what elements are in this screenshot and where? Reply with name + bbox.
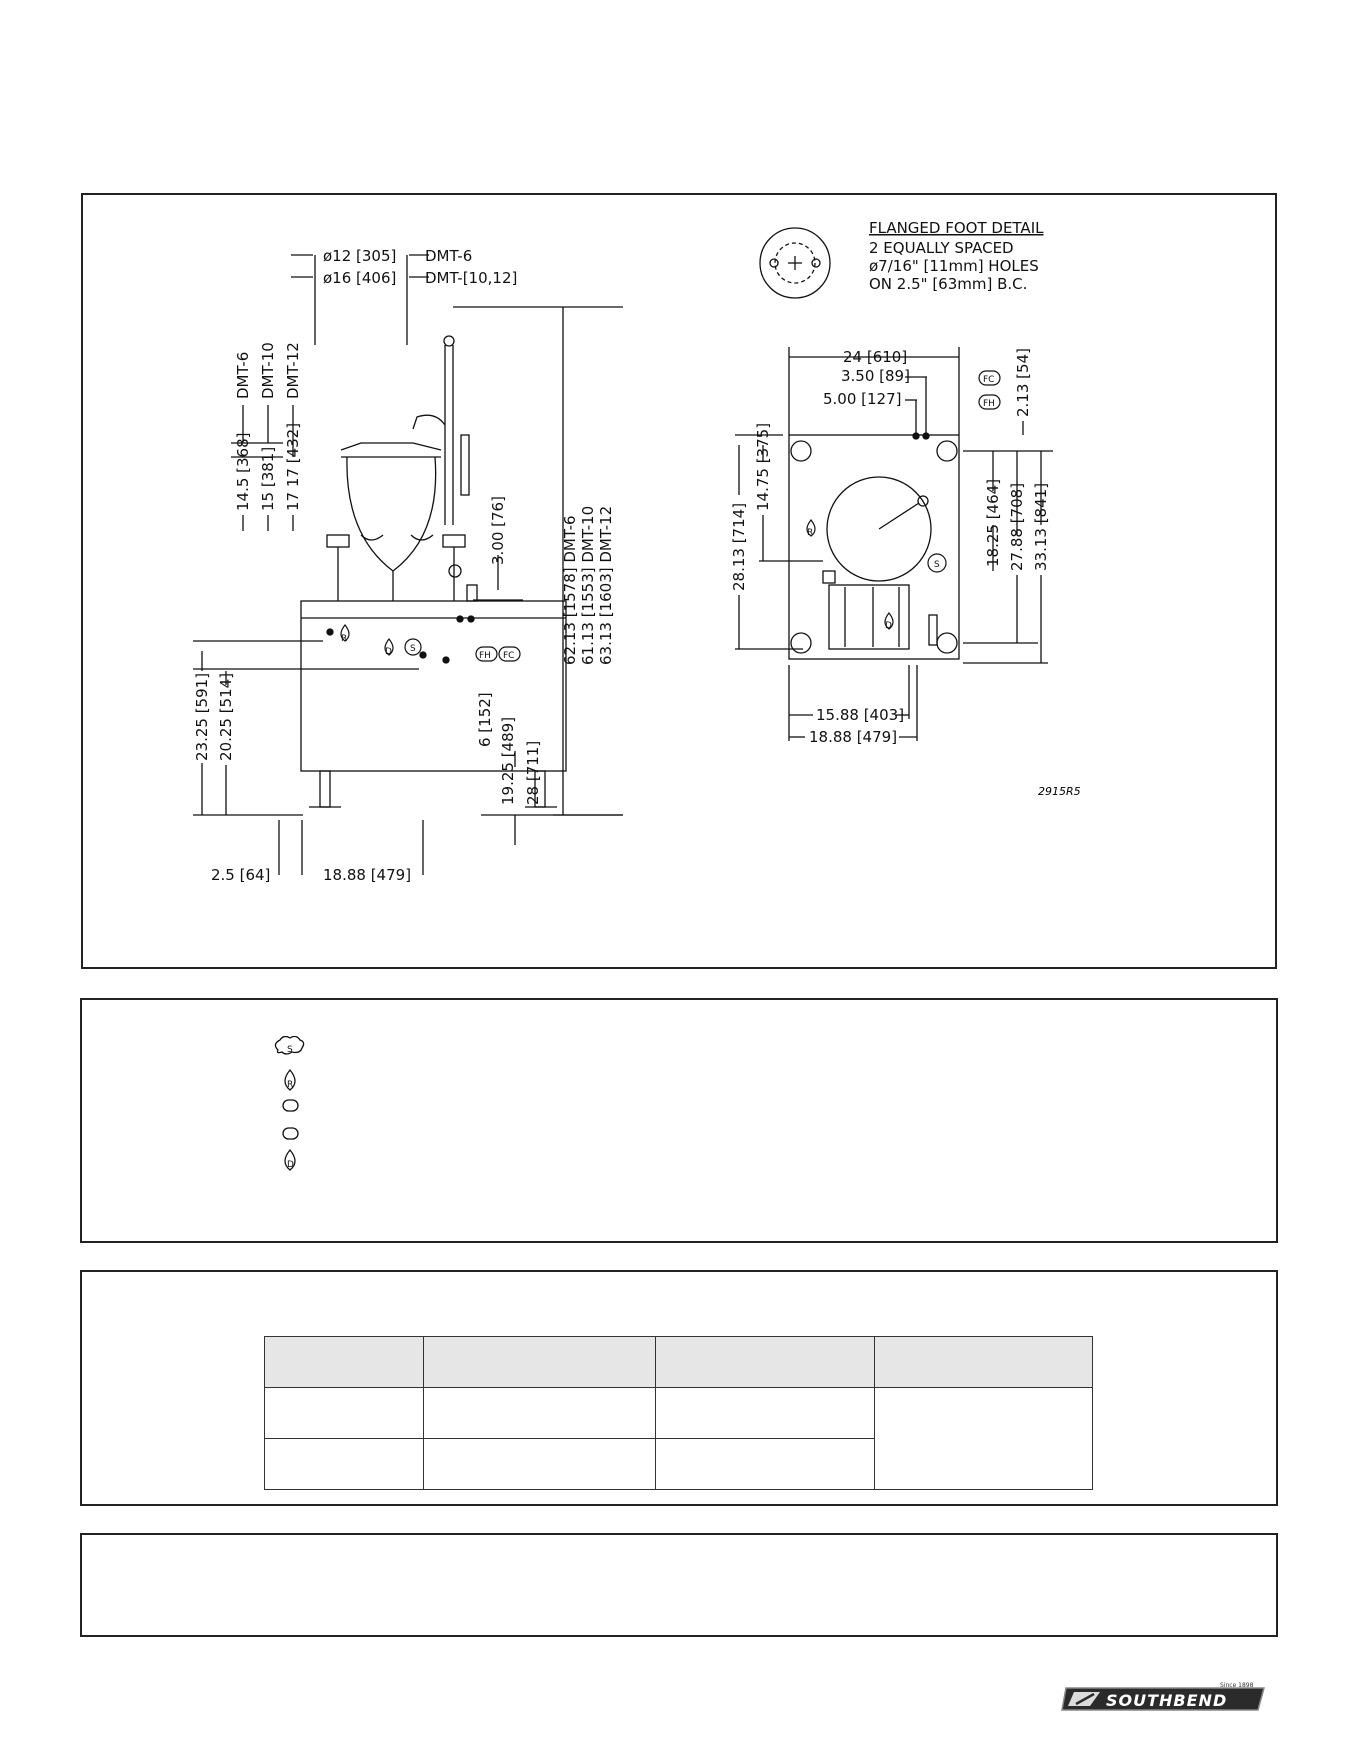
overall-height-dmt10: 61.13 [1553] DMT-10 bbox=[579, 505, 597, 665]
model-label-dmt10: DMT-10 bbox=[259, 342, 277, 399]
drawing-number: 2915R5 bbox=[1038, 785, 1081, 798]
dim-15-88: 15.88 [403] bbox=[816, 706, 905, 724]
top-s-mark: S bbox=[934, 560, 940, 570]
dim-28: 28 [711] bbox=[524, 740, 542, 805]
pot-dia-2-model: DMT-[10,12] bbox=[425, 269, 518, 287]
dim-27-88: 27.88 [708] bbox=[1008, 482, 1026, 571]
legend-letter-s: S bbox=[287, 1045, 293, 1055]
kettle-rim bbox=[341, 443, 441, 450]
side-r-mark: R bbox=[341, 634, 348, 644]
dim-6: 6 [152] bbox=[476, 692, 494, 747]
model-label-dmt6: DMT-6 bbox=[234, 351, 252, 399]
legend-panel bbox=[80, 998, 1278, 1243]
legend-icons bbox=[262, 1036, 322, 1196]
dim-2-5: 2.5 [64] bbox=[211, 866, 271, 884]
overall-height-dmt12: 63.13 [1603] DMT-12 bbox=[597, 505, 615, 665]
oval-icon bbox=[283, 1128, 298, 1139]
notes-panel bbox=[80, 1533, 1278, 1637]
table-header-row bbox=[265, 1337, 1093, 1388]
side-fh-label: FH bbox=[479, 651, 491, 661]
legend-letter-d: D bbox=[287, 1160, 294, 1170]
spec-panel bbox=[80, 1270, 1278, 1506]
side-s-mark: S bbox=[410, 644, 416, 654]
top-d-mark: D bbox=[885, 621, 892, 631]
kettle-depth-1: 14.5 [368] bbox=[234, 432, 252, 511]
legend-letter-r: R bbox=[287, 1080, 294, 1090]
foot-detail-line-3: ON 2.5" [63mm] B.C. bbox=[869, 275, 1028, 293]
dim-28-13: 28.13 [714] bbox=[730, 502, 748, 591]
technical-drawing bbox=[83, 195, 1275, 967]
table-cell bbox=[424, 1439, 656, 1490]
kettle-depth-3: 17 17 [432] bbox=[284, 422, 302, 511]
dim-3-00: 3.00 [76] bbox=[489, 496, 507, 565]
kettle-depth-2: 15 [381] bbox=[259, 446, 277, 511]
table-header-cell bbox=[656, 1337, 875, 1388]
dim-3-50: 3.50 [89] bbox=[841, 367, 910, 385]
table-cell bbox=[656, 1439, 875, 1490]
table-cell bbox=[875, 1388, 1093, 1490]
dim-24: 24 [610] bbox=[843, 348, 908, 366]
side-fc-label: FC bbox=[503, 651, 515, 661]
dim-19-25: 19.25 [489] bbox=[499, 716, 517, 805]
table-header-cell bbox=[265, 1337, 424, 1388]
dim-20-25: 20.25 [514] bbox=[217, 672, 235, 761]
top-fh-label: FH bbox=[983, 399, 995, 409]
pot-dia-2: ø16 [406] bbox=[323, 269, 397, 287]
table-cell bbox=[424, 1388, 656, 1439]
kettle-bowl bbox=[347, 457, 436, 571]
dim-18-25: 18.25 [464] bbox=[984, 478, 1002, 567]
table-cell bbox=[265, 1388, 424, 1439]
pot-dia-1-model: DMT-6 bbox=[425, 247, 473, 265]
foot-detail-line-2: ø7/16" [11mm] HOLES bbox=[869, 257, 1039, 275]
table-cell bbox=[265, 1439, 424, 1490]
overall-height-dmt6: 62.13 [1578] DMT-6 bbox=[561, 515, 579, 665]
top-r-mark: R bbox=[807, 528, 814, 538]
top-view-basin bbox=[829, 585, 909, 649]
top-fc-label: FC bbox=[983, 375, 995, 385]
southbend-logo bbox=[1060, 1680, 1270, 1714]
table-header-cell bbox=[424, 1337, 656, 1388]
drawing-panel bbox=[81, 193, 1277, 969]
dim-2-13: 2.13 [54] bbox=[1014, 348, 1032, 417]
dim-33-13: 33.13 [841] bbox=[1032, 482, 1050, 571]
foot-detail-title: FLANGED FOOT DETAIL bbox=[869, 219, 1044, 237]
dim-18-88-side: 18.88 [479] bbox=[323, 866, 412, 884]
spec-table bbox=[264, 1336, 1093, 1490]
dim-14-75: 14.75 [375] bbox=[754, 422, 772, 511]
brand-since: Since 1898 bbox=[1220, 1682, 1254, 1689]
dim-5-00: 5.00 [127] bbox=[823, 390, 902, 408]
pot-dia-1: ø12 [305] bbox=[323, 247, 397, 265]
model-label-dmt12: DMT-12 bbox=[284, 342, 302, 399]
table-row bbox=[265, 1388, 1093, 1439]
brand-name: SOUTHBEND bbox=[1106, 1691, 1228, 1710]
dim-18-88-top: 18.88 [479] bbox=[809, 728, 898, 746]
oval-icon bbox=[283, 1100, 298, 1111]
table-header-cell bbox=[875, 1337, 1093, 1388]
table-cell bbox=[656, 1388, 875, 1439]
side-d-mark: D bbox=[385, 647, 392, 657]
top-view-outline bbox=[789, 435, 959, 659]
foot-detail-line-1: 2 EQUALLY SPACED bbox=[869, 239, 1014, 257]
dim-23-25: 23.25 [591] bbox=[193, 672, 211, 761]
